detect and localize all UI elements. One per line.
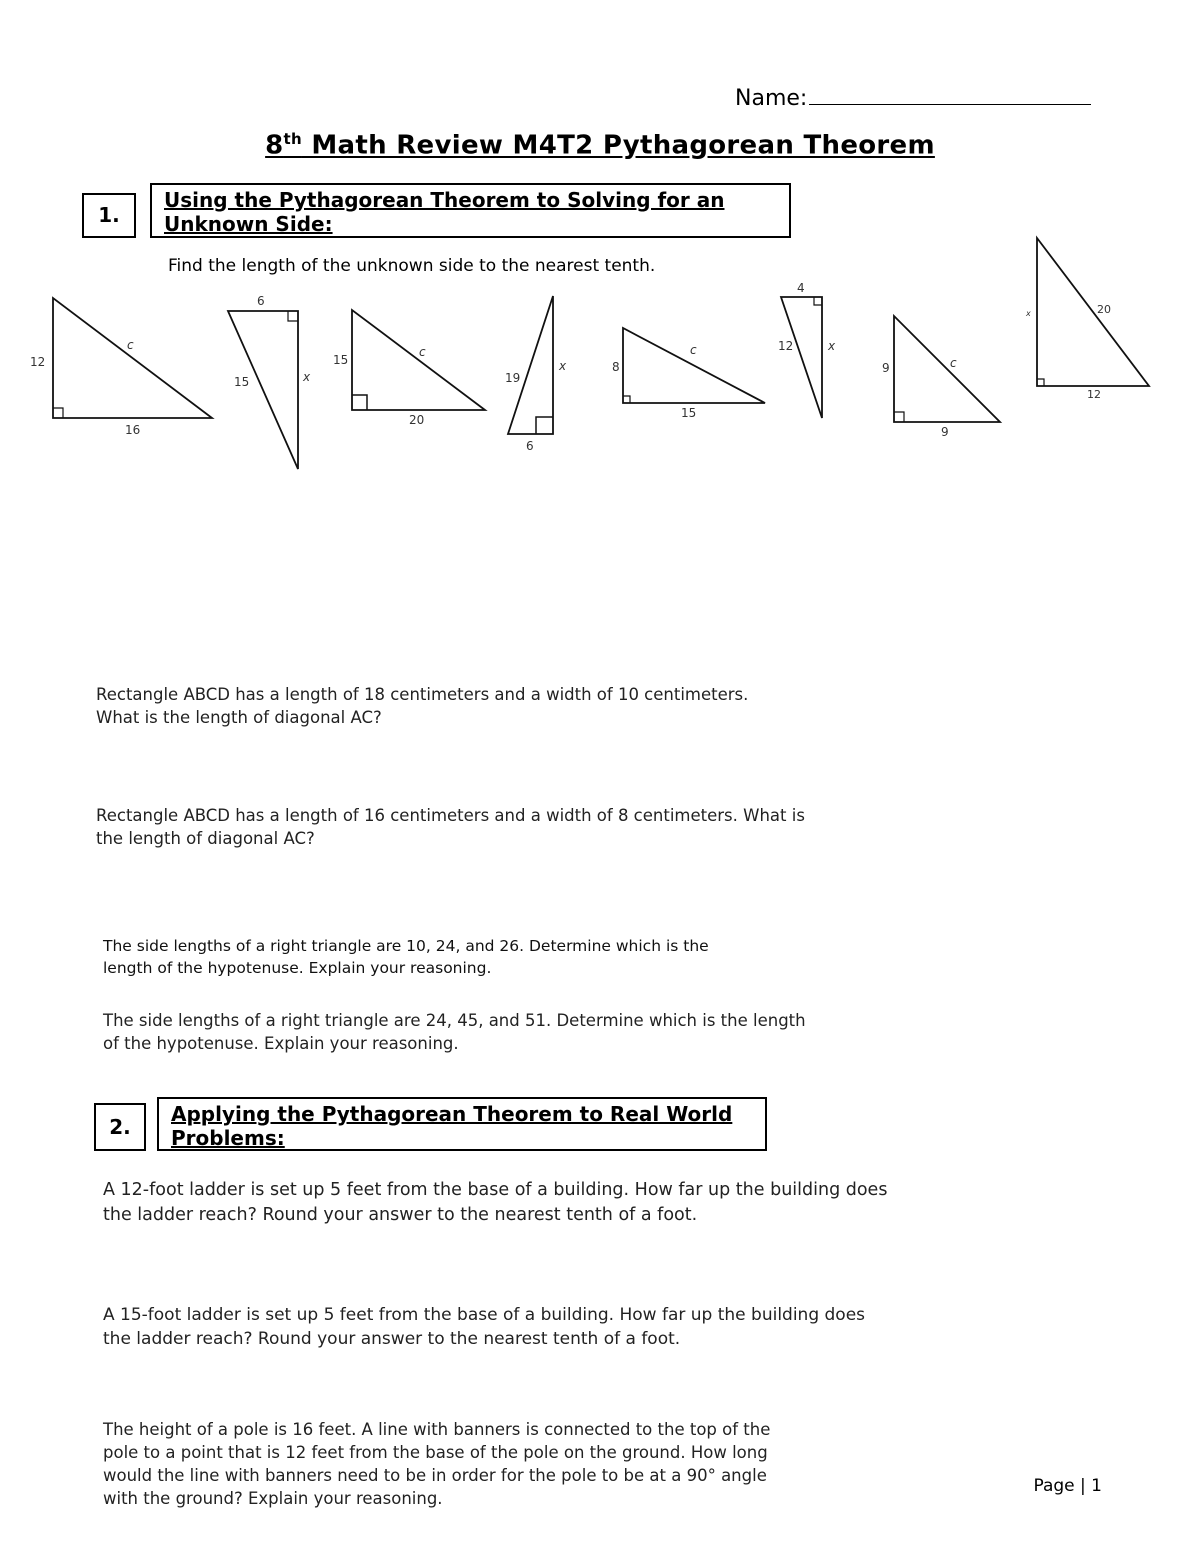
tri5-label-c: c	[690, 343, 697, 357]
tri3-label-c: c	[419, 345, 426, 359]
tri5-label-a: 8	[612, 360, 620, 374]
section-2-number-box: 2.	[94, 1103, 146, 1151]
tri5-label-b: 15	[681, 406, 697, 420]
section-1-heading: Using the Pythagorean Theorem to Solving for an Unknown Side:	[164, 188, 725, 236]
question-4-hypotenuse-24-45-51: The side lengths of a right triangle are 24, 45, and 51. Determine which is the length of the hypotenuse. Explain your reasoning.	[103, 1011, 806, 1053]
tri1-label-c: c	[127, 338, 134, 352]
question-3-hypotenuse-10-24-26: The side lengths of a right triangle are 10, 24, and 26. Determine which is the length of the hypotenuse. Explain your reasoning.	[103, 937, 709, 977]
tri1-label-b: 16	[125, 423, 141, 437]
triangle-8	[1037, 238, 1149, 386]
triangle-3	[352, 310, 485, 410]
section-1-number-box: 1.	[82, 193, 136, 238]
tri4-label-a: 19	[505, 371, 521, 385]
tri8-label-x: x	[1026, 309, 1031, 318]
tri4-label-b: 6	[526, 439, 534, 453]
question-2-rect-diagonal-16-8: Rectangle ABCD has a length of 16 centimeters and a width of 8 centimeters. What is the length of diagonal AC?	[96, 806, 805, 848]
section-2-heading-box	[157, 1097, 767, 1151]
triangle-6	[781, 297, 822, 418]
tri6-label-x: x	[828, 339, 836, 353]
tri2-label-x: x	[303, 370, 311, 384]
tri1-label-a: 12	[30, 355, 46, 369]
tri7-label-a: 9	[882, 361, 890, 375]
question-1-rect-diagonal-18-10: Rectangle ABCD has a length of 18 centimeters and a width of 10 centimeters. What is the length of diagonal AC?	[96, 685, 749, 727]
name-blank-line[interactable]	[809, 103, 1091, 105]
title-grade-number: 8	[265, 130, 284, 161]
tri7-label-b: 9	[941, 425, 949, 439]
page-number: Page | 1	[1033, 1476, 1102, 1496]
tri6-label-a: 4	[797, 281, 805, 295]
triangle-4	[508, 296, 553, 434]
tri8-label-c: 20	[1097, 303, 1111, 316]
triangle-1	[53, 298, 212, 418]
tri7-label-c: c	[950, 356, 957, 370]
tri3-label-b: 20	[409, 413, 425, 427]
triangle-2	[228, 311, 298, 469]
triangle-7	[894, 316, 1000, 422]
name-field[interactable]	[735, 86, 1091, 111]
tri6-label-b: 12	[778, 339, 794, 353]
tri4-label-x: x	[559, 359, 567, 373]
title-superscript: th	[283, 130, 302, 148]
question-5-ladder-12-5: A 12-foot ladder is set up 5 feet from the base of a building. How far up the building does the ladder reach? Round your answer to the nearest tenth of a foot.	[103, 1180, 888, 1225]
tri3-label-a: 15	[333, 353, 349, 367]
triangle-figures	[0, 230, 1200, 480]
page-title	[0, 130, 1200, 161]
section-2-heading: Applying the Pythagorean Theorem to Real World Problems:	[171, 1102, 733, 1150]
tri2-label-b: 15	[234, 375, 250, 389]
tri2-label-a: 6	[257, 294, 265, 308]
question-7-pole-banners: The height of a pole is 16 feet. A line with banners is connected to the top of the pole to a point that is 12 feet from the base of the pole on the ground. How long would the line with banners need to be in order for the pole to be at a 90° angle with the ground? Explain your reasoning.	[103, 1420, 771, 1508]
title-text: Math Review M4T2 Pythagorean Theorem	[301, 130, 935, 161]
tri8-label-b: 12	[1087, 388, 1101, 401]
name-label: Name:	[735, 86, 808, 111]
triangle-5	[623, 328, 765, 403]
question-6-ladder-15-5: A 15-foot ladder is set up 5 feet from the base of a building. How far up the building does the ladder reach? Round your answer to the nearest tenth of a foot.	[103, 1305, 866, 1349]
section-1-instruction: Find the length of the unknown side to the nearest tenth.	[168, 256, 656, 276]
